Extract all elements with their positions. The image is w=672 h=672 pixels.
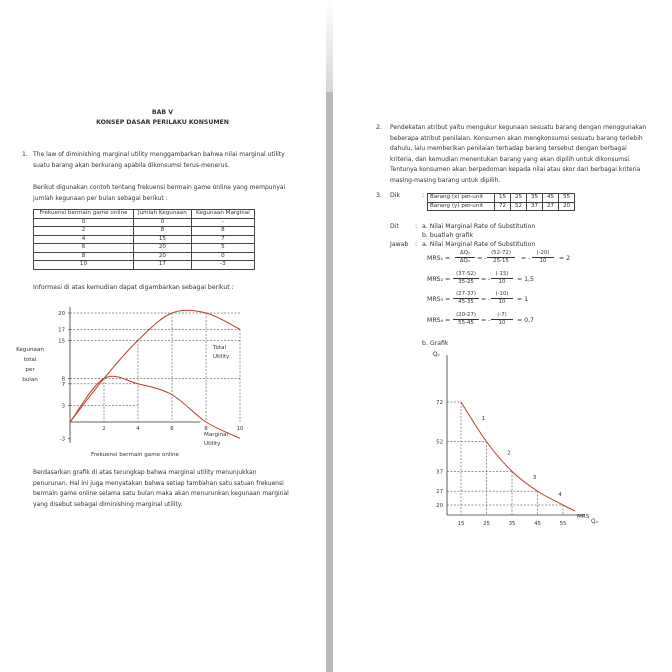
question-1-number: 1.: [22, 151, 28, 158]
denominator: 10: [498, 299, 506, 305]
dit-item-b: b. buatlah grafik: [422, 232, 474, 239]
table-cell: 37: [527, 202, 543, 211]
table-cell: 45: [543, 194, 559, 203]
segment-label: 3: [532, 475, 537, 482]
graph-label: b. Grafik: [422, 340, 449, 347]
table-cell: 4: [34, 235, 134, 244]
numerator: (-20): [532, 250, 554, 258]
denominator: 45-35: [458, 299, 474, 305]
question-2-number: 2.: [376, 124, 382, 131]
goods-table: [427, 193, 575, 211]
mrs-equals: = -: [481, 276, 491, 283]
numerator: ΔQᵧ: [455, 250, 475, 258]
table-row: [34, 227, 255, 236]
series-label-marginal: Utility: [204, 441, 221, 447]
chapter-label: BAB V: [151, 109, 174, 116]
mrs-result: = 0,7: [517, 317, 534, 324]
mrs-result: = 1,5: [517, 276, 534, 283]
table-cell: 27: [543, 202, 559, 211]
chapter-title: KONSEP DASAR PERILAKU KONSUMEN: [96, 119, 229, 126]
mrs-chart: [395, 347, 672, 532]
mrs-fraction: [491, 312, 513, 327]
table-cell: -3: [191, 261, 254, 270]
x-tick-label: 6: [170, 426, 174, 432]
numerator: (52-72): [487, 250, 515, 258]
series-label-total: Total: [213, 345, 227, 351]
left-page: [0, 0, 325, 672]
y-tick-label: 72: [436, 400, 443, 407]
question-2-text: Pendekatan atribut yaitu mengukur kegunaan sesuatu barang dengan menggunakan beberapa atribut penilaian. Konsumen akan mengkonsumsi sesuatu barang terlebih dahulu, lalu memberikan penilaian terhadap barang tersebut dengan berbagai kriteria, dan kemudian menentukan barang yang akan dipilih untuk dikonsumsi. Tentunya konsumen akan berpedoman kepada nilai atau skor dari berbagai kriteria masing-masing barang untuk dipilih.: [390, 124, 647, 184]
y-tick-label: 17: [58, 327, 65, 334]
utility-table: [33, 209, 255, 270]
page-gutter: [326, 92, 333, 672]
x-tick-label: 25: [483, 521, 490, 527]
table-cell: 8: [34, 252, 134, 261]
mrs-equals: = -: [521, 255, 531, 262]
table-cell: 35: [527, 194, 543, 203]
table-row: [34, 261, 255, 270]
mrs-label: MRS₃ =: [427, 296, 451, 303]
table-header: Frekuensi bermain game online: [34, 210, 134, 219]
table-cell: 10: [34, 261, 134, 270]
dit-item-a: a. Nilai Marginal Rate of Substitution: [422, 223, 536, 230]
x-tick-label: 45: [534, 521, 541, 527]
dit-colon: :: [415, 223, 418, 230]
mrs-label: MRS₄ =: [427, 317, 451, 324]
table-row: [34, 244, 255, 253]
table-row: [428, 194, 575, 203]
series-label-marginal: Marginal: [204, 432, 229, 438]
numerator: (20-27): [453, 312, 479, 320]
y-tick-label: 20: [436, 503, 443, 509]
table-cell: 55: [559, 194, 575, 203]
table-cell: 15: [133, 235, 191, 244]
table-cell: 6: [34, 244, 134, 253]
y-tick-label: 27: [436, 489, 443, 496]
right-page: [335, 0, 672, 672]
x-tick-label: 10: [236, 426, 244, 432]
numerator: (-10): [491, 291, 513, 299]
curve-label: MRS: [577, 514, 590, 520]
mrs-equals: = -: [481, 296, 491, 303]
y-tick-label: 7: [61, 381, 65, 388]
x-tick-label: 2: [102, 426, 106, 432]
denominator: 25-15: [493, 258, 509, 264]
table-cell: -: [191, 218, 254, 227]
table-cell: 8: [191, 227, 254, 236]
x-tick-label: 15: [457, 521, 465, 527]
segment-label: 2: [507, 450, 511, 457]
denominator: 10: [539, 258, 547, 264]
table-row: [34, 252, 255, 261]
y-tick-label: -3: [59, 436, 65, 443]
denominator: 10: [498, 320, 506, 326]
table-cell: 7: [191, 235, 254, 244]
table-cell: 0: [191, 252, 254, 261]
x-tick-label: 55: [559, 521, 567, 527]
table-cell: 20: [559, 202, 575, 211]
numerator: (-7): [491, 312, 513, 320]
y-tick-label: 37: [436, 469, 443, 476]
mrs-fraction: [453, 312, 479, 327]
y-axis-label: total: [23, 357, 37, 363]
table-cell: 72: [495, 202, 511, 211]
numerator: (37-52): [453, 271, 479, 279]
mrs-fraction: [453, 291, 479, 306]
info-sentence: Informasi di atas kemudian dapat digambarkan sebagai berikut :: [33, 284, 234, 291]
mrs-fraction: [491, 271, 513, 286]
x-tick-label: 4: [136, 426, 140, 432]
table-cell: Barang (x) per-unit: [428, 194, 495, 203]
table-cell: 5: [191, 244, 254, 253]
total-utility-curve: [70, 310, 240, 422]
table-cell: 15: [495, 194, 511, 203]
dit-label: Dit: [390, 223, 399, 230]
denominator: 35-25: [458, 279, 474, 285]
y-axis-label: Kegunaan: [16, 347, 44, 353]
dik-colon: :: [422, 192, 425, 199]
jawab-colon: :: [415, 241, 418, 248]
numerator: (27-37): [453, 291, 479, 299]
table-cell: 8: [133, 227, 191, 236]
page-gutter-shadow: [326, 0, 333, 92]
denominator: 10: [498, 279, 506, 285]
mrs-label: MRS₁ =: [427, 255, 451, 262]
intro-paragraph: Berikut digunakan contoh tentang frekuensi bermain game online yang mempunyai jumlah kegunaan per bulan sebagai berikut :: [33, 184, 286, 202]
x-tick-label: 35: [508, 521, 516, 527]
y-axis-label: per: [25, 367, 35, 373]
y-axis-label: bulan: [22, 377, 38, 383]
marginal-utility-curve: [70, 376, 240, 438]
dik-label: Dik: [390, 192, 401, 199]
y-tick-label: 3: [61, 403, 65, 410]
utility-chart: [0, 295, 325, 465]
segment-label: 1: [481, 415, 486, 422]
x-axis-label: Qₓ: [591, 519, 599, 525]
y-axis-label: Qᵧ: [433, 352, 440, 358]
segment-label: 4: [558, 492, 562, 499]
table-cell: 20: [133, 244, 191, 253]
table-cell: 17: [133, 261, 191, 270]
table-cell: 0: [34, 218, 134, 227]
table-row: [34, 235, 255, 244]
question-3-number: 3.: [376, 192, 382, 199]
mrs-equals: = -: [481, 317, 491, 324]
table-cell: 52: [511, 202, 527, 211]
mrs-fraction: [453, 271, 479, 286]
numerator: (-15): [491, 271, 513, 279]
mrs-result: = 1: [517, 296, 529, 303]
table-row: [428, 202, 575, 211]
mrs-fraction: [532, 250, 554, 265]
table-cell: 0: [133, 218, 191, 227]
conclusion-paragraph: Berdasarkan grafik di atas terungkap bahwa marginal utility menunjukkan penurunan. Hal ini juga menyatakan bahwa setiap tambahan satu satuan frekuensi bermain game online selama satu bulan maka akan menurunkan kegunaan marginal yang disebut sebagai diminishing marginal utility.: [33, 469, 289, 508]
mrs-fraction: [487, 250, 515, 265]
mrs-label: MRS₂ =: [427, 276, 451, 283]
table-cell: 2: [34, 227, 134, 236]
x-axis-label: Frekuensi bermain game online: [91, 452, 179, 458]
jawab-item-a: a. Nilai Marginal Rate of Substitution: [422, 241, 536, 248]
table-row: [34, 218, 255, 227]
series-label-total: Utility: [213, 354, 230, 360]
mrs-result: = 2: [559, 255, 571, 262]
mrs-fraction: [455, 250, 475, 265]
mrs-equals: = -: [477, 255, 487, 262]
mrs-fraction: [491, 291, 513, 306]
y-tick-label: 15: [58, 338, 65, 345]
table-header: Jumlah Kegunaan: [133, 210, 191, 219]
y-tick-label: 52: [436, 439, 443, 446]
table-cell: 25: [511, 194, 527, 203]
table-cell: 20: [133, 252, 191, 261]
question-1-text: The law of diminishing marginal utility menggambarkan bahwa nilai marginal utility suatu barang akan berkurang apabila dikonsumsi terus-menerus.: [33, 151, 285, 169]
denominator: 55-45: [458, 320, 474, 326]
table-header-row: [34, 210, 255, 219]
table-header: Kegunaan Marginal: [191, 210, 254, 219]
y-tick-label: 8: [61, 376, 65, 383]
y-tick-label: 20: [58, 311, 65, 317]
denominator: ΔQₓ: [459, 258, 471, 264]
table-cell: Barang (y) per-unit: [428, 202, 495, 211]
x-tick-label: 8: [204, 426, 208, 432]
jawab-label: Jawab: [390, 241, 409, 248]
